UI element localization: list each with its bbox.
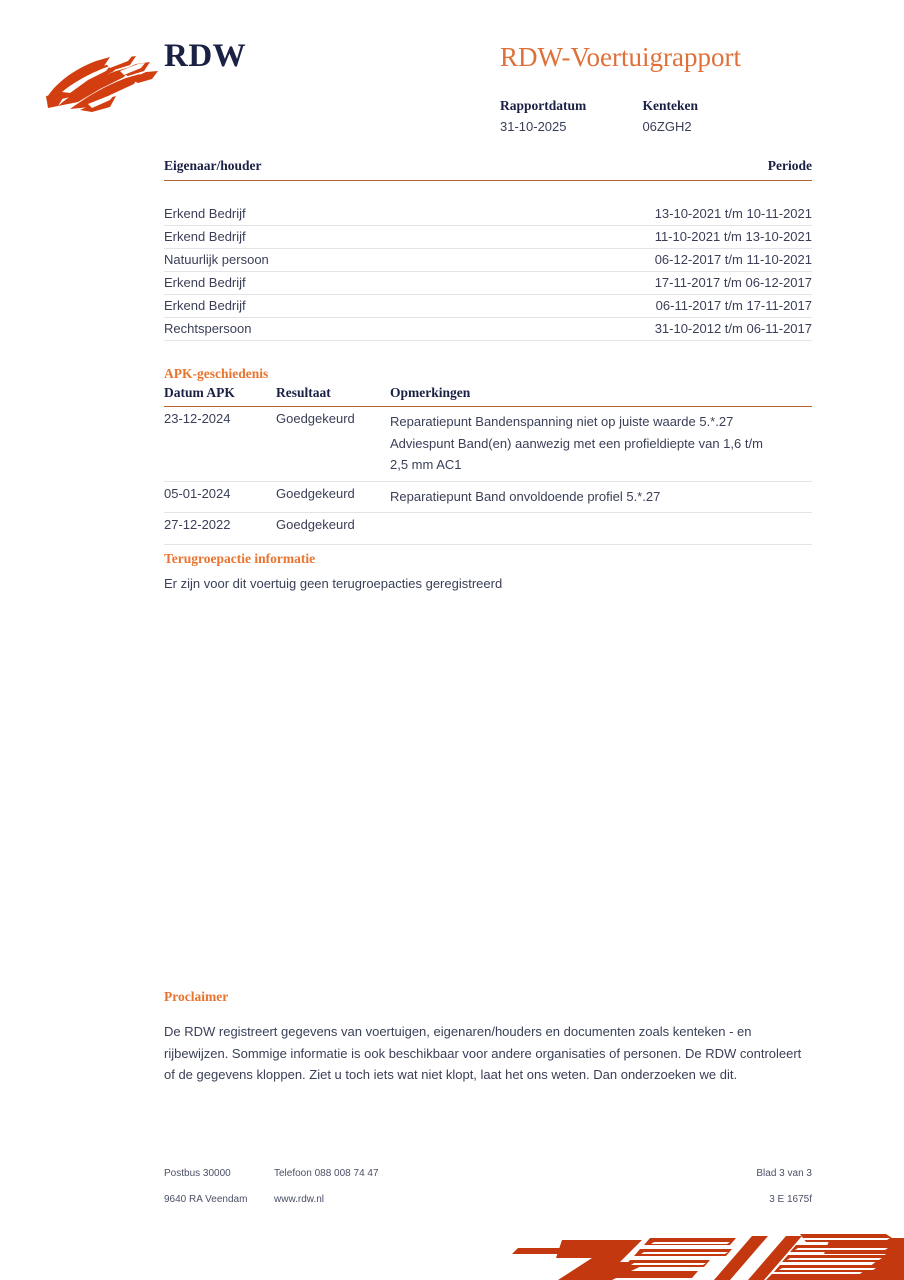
page-title: RDW-Voertuigrapport: [500, 42, 741, 72]
owner-holder-section: [164, 158, 812, 341]
period-heading: Periode: [767, 158, 812, 173]
apk-history-section: [164, 366, 812, 545]
footer-address-line2: 9640 RA Veendam: [164, 1194, 248, 1205]
footer-address-line1: Postbus 30000: [164, 1168, 231, 1179]
plate-label: Kenteken: [642, 98, 698, 113]
proclaimer-text: De RDW registreert gegevens van voertuigen, eigenaren/houders en documenten zoals kenteken - en rijbewijzen. Sommige informatie is ook beschikbaar voor andere organisaties of personen. De RDW controleert of de gegevens kloppen. Ziet u toch iets wat niet klopt, laat het ons weten. Dan onderzoeken we dit.: [164, 1024, 802, 1082]
footer-website[interactable]: www.rdw.nl: [274, 1194, 325, 1205]
apk-table-row: [164, 513, 812, 545]
apk-result: Goedgekeurd: [276, 411, 355, 426]
apk-table-header: [164, 385, 812, 407]
apk-heading: APK-geschiedenis: [164, 366, 269, 381]
apk-column-result: Resultaat: [276, 385, 331, 400]
footer-page-label: Blad 3 van 3: [756, 1168, 812, 1179]
owner-period: 13-10-2021 t/m 10-11-2021: [654, 206, 812, 221]
apk-column-date: Datum APK: [164, 385, 235, 400]
owner-period: 06-12-2017 t/m 11-10-2021: [654, 252, 812, 267]
owner-table-row: [164, 295, 812, 318]
recall-text: Er zijn voor dit voertuig geen terugroepacties geregistreerd: [164, 576, 503, 591]
apk-result: Goedgekeurd: [276, 485, 355, 501]
footer-form-code: 3 E 1675f: [769, 1194, 812, 1205]
owner-type: Erkend Bedrijf: [164, 229, 246, 244]
owner-type: Erkend Bedrijf: [164, 275, 246, 290]
owner-table-row: [164, 272, 812, 295]
proclaimer-section: [164, 989, 812, 1086]
owner-table-row: [164, 318, 812, 341]
footer-phone: Telefoon 088 008 74 47: [274, 1168, 379, 1179]
apk-result: Goedgekeurd: [276, 517, 355, 532]
apk-remark-line: Reparatiepunt Band onvoldoende profiel 5.*.27: [390, 488, 661, 504]
owner-table-row: [164, 226, 812, 249]
apk-table-row: [164, 407, 812, 482]
report-meta: [500, 97, 820, 137]
plate-block: [642, 97, 698, 137]
owner-period: 31-10-2012 t/m 06-11-2017: [654, 321, 812, 336]
rdw-feather-logo-icon: [44, 52, 166, 114]
owner-type: Rechtspersoon: [164, 321, 252, 336]
owner-period: 06-11-2017 t/m 17-11-2017: [655, 298, 812, 313]
recall-heading: Terugroepactie informatie: [164, 551, 316, 566]
report-date-block: [500, 97, 638, 137]
apk-remark-line: Reparatiepunt Bandenspanning niet op juiste waarde 5.*.27: [390, 414, 734, 429]
owner-type: Erkend Bedrijf: [164, 298, 246, 313]
owner-period: 17-11-2017 t/m 06-12-2017: [654, 275, 812, 290]
document-header: [0, 0, 904, 150]
apk-remarks: [390, 486, 812, 508]
owner-table-body: [164, 203, 812, 341]
apk-remark-line: Adviespunt Band(en) aanwezig met een profieldiepte van 1,6 t/m: [390, 435, 763, 451]
apk-table-row: [164, 482, 812, 514]
apk-date: 23-12-2024: [164, 411, 231, 426]
recall-section: [164, 551, 812, 595]
rdw-wordmark: RDW: [164, 38, 247, 74]
owner-period: 11-10-2021 t/m 13-10-2021: [654, 229, 812, 244]
apk-date: 05-01-2024: [164, 485, 231, 501]
owner-type: Erkend Bedrijf: [164, 206, 246, 221]
document-footer: [164, 1168, 812, 1220]
apk-remarks: [390, 411, 812, 476]
owner-table-row: [164, 249, 812, 272]
owner-table-header: [164, 158, 812, 181]
owner-table-row: [164, 203, 812, 226]
owner-type: Natuurlijk persoon: [164, 252, 269, 267]
footer-row-bottom: [164, 1194, 812, 1220]
apk-remarks: [390, 517, 812, 539]
apk-remark-line: 2,5 mm AC1: [390, 457, 462, 472]
proclaimer-heading: Proclaimer: [164, 989, 229, 1004]
apk-column-remarks: Opmerkingen: [390, 385, 471, 400]
plate-value: 06ZGH2: [642, 119, 692, 134]
report-date-label: Rapportdatum: [500, 98, 587, 113]
report-date-value: 31-10-2025: [500, 119, 567, 134]
apk-date: 27-12-2022: [164, 517, 231, 532]
rdw-speed-stripes-graphic: [500, 1228, 904, 1280]
apk-table-body: [164, 407, 812, 545]
owner-heading: Eigenaar/houder: [164, 158, 262, 173]
footer-row-top: [164, 1168, 812, 1194]
